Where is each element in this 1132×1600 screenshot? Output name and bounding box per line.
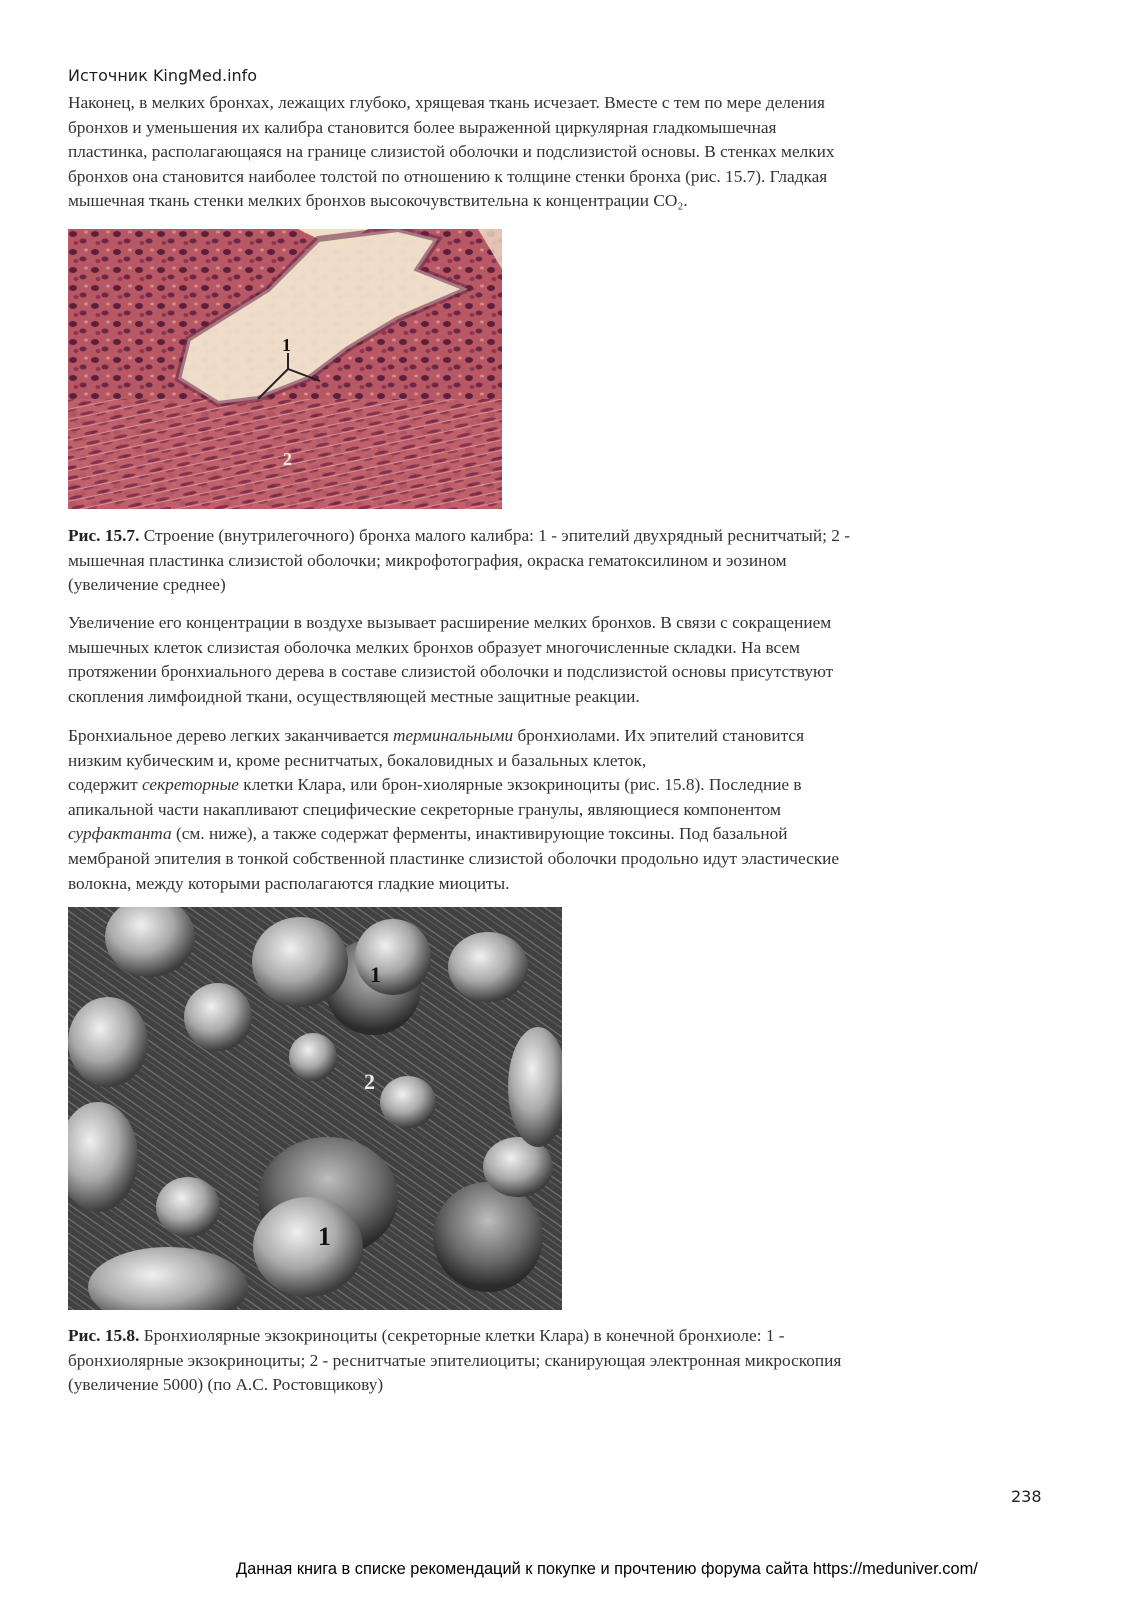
italic-term: сурфактанта bbox=[68, 824, 172, 844]
italic-term: секреторные bbox=[141, 775, 239, 795]
caption-label: Рис. 15.8. bbox=[68, 1326, 140, 1345]
caption-text: бронхиолярные экзокриноциты; 2 - реснитчатые эпителиоциты; сканирующая электронная микроскопия bbox=[68, 1350, 842, 1370]
figure-label-2: 2 bbox=[364, 1069, 375, 1094]
text-line: апикальной части накапливают специфические секреторные гранулы, являющиеся компонентом bbox=[68, 799, 781, 819]
text-segment: (см. ниже), а также содержат ферменты, инактивирующие токсины. Под базальной bbox=[171, 824, 788, 844]
footer-note: Данная книга в списке рекомендаций к покупке и прочтению форума сайта https://meduniver.com/ bbox=[236, 1560, 978, 1578]
caption-text: Строение (внутрилегочного) бронха малого калибра: 1 - эпителий двухрядный реснитчатый; 2 - bbox=[139, 526, 850, 545]
figure-caption-15-7 bbox=[68, 524, 1068, 598]
text-segment: Бронхиальное дерево легких заканчивается bbox=[68, 726, 393, 745]
text-line: низким кубическим и, кроме реснитчатых, бокаловидных и базальных клеток, bbox=[68, 750, 647, 770]
text-segment: бронхиолами. Их эпителий становится bbox=[513, 726, 805, 745]
paragraph-1 bbox=[68, 91, 1068, 214]
text-line: пластинка, располагающаяся на границе слизистой оболочки и подслизистой основы. В стенках мелких bbox=[68, 142, 835, 162]
paragraph-2 bbox=[68, 611, 1068, 709]
caption-text: (увеличение 5000) (по А.С. Ростовщикову) bbox=[68, 1375, 384, 1395]
text-line: скопления лимфоидной ткани, осуществляющей местные защитные реакции. bbox=[68, 686, 640, 706]
caption-text: (увеличение среднее) bbox=[68, 575, 226, 595]
text-line: мышечных клеток слизистая оболочка мелких бронхов образует многочисленные складки. На всем bbox=[68, 637, 800, 657]
figure-label-1: 1 bbox=[370, 962, 381, 987]
page-number: 238 bbox=[1011, 1487, 1042, 1506]
text-segment: клетки Клара, или брон-хиолярные экзокриноциты (рис. 15.8). Последние в bbox=[238, 775, 802, 795]
micrograph-figure-15-7 bbox=[68, 229, 502, 509]
text-line: мембраной эпителия в тонкой собственной пластинке слизистой оболочки продольно идут эластические bbox=[68, 848, 840, 868]
figure-label-1: 1 bbox=[318, 1222, 331, 1251]
figure-label-1: 1 bbox=[282, 335, 291, 355]
italic-term: терминальными bbox=[393, 726, 514, 745]
text-line: мышечная ткань стенки мелких бронхов высокочувствительна к концентрации CO₂. bbox=[68, 191, 688, 211]
text-line: протяжении бронхиального дерева в составе слизистой оболочки и подслизистой основы присутствуют bbox=[68, 662, 834, 682]
text-line: волокна, между которыми располагаются гладкие миоциты. bbox=[68, 873, 510, 893]
text-line: бронхов и уменьшения их калибра становится более выраженной циркулярная гладкомышечная bbox=[68, 117, 777, 137]
caption-text: Бронхиолярные экзокриноциты (секреторные клетки Клара) в конечной бронхиоле: 1 - bbox=[139, 1326, 785, 1345]
text-segment: содержит bbox=[68, 775, 142, 795]
text-line: Увеличение его концентрации в воздухе вызывает расширение мелких бронхов. В связи с сокращением bbox=[68, 613, 832, 632]
text-line: бронхов она становится наиболее толстой по отношению к толщине стенки бронха (рис. 15.7). Гладкая bbox=[68, 166, 828, 186]
figure-label-2: 2 bbox=[283, 449, 292, 469]
figure-caption-15-8 bbox=[68, 1324, 1068, 1398]
sem-figure-15-8 bbox=[68, 907, 562, 1310]
caption-label: Рис. 15.7. bbox=[68, 526, 140, 545]
paragraph-3 bbox=[68, 724, 1068, 896]
text-line: Наконец, в мелких бронхах, лежащих глубоко, хрящевая ткань исчезает. Вместе с тем по мере деления bbox=[68, 93, 825, 112]
source-header: Источник KingMed.info bbox=[68, 66, 258, 85]
caption-text: мышечная пластинка слизистой оболочки; микрофотография, окраска гематоксилином и эозином bbox=[68, 550, 787, 570]
